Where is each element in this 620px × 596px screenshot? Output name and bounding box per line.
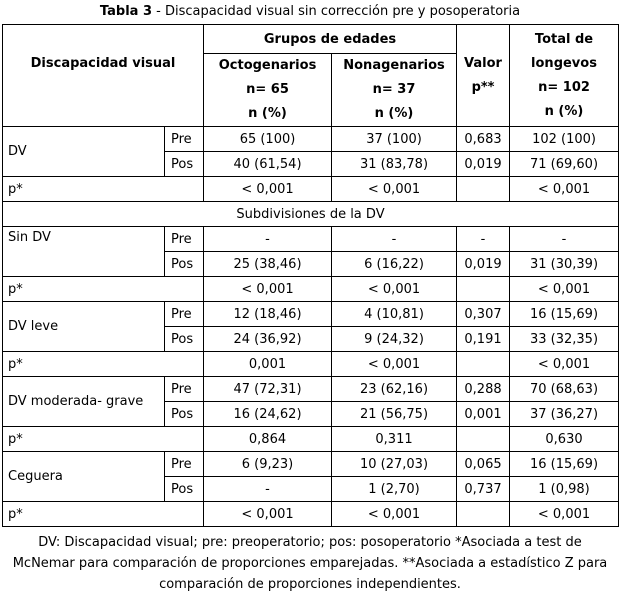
table-body	[3, 127, 619, 527]
disability-table	[2, 24, 619, 527]
p-value-cell: 0,737	[457, 477, 510, 502]
subdivision-row	[3, 202, 619, 227]
octogenarians-value-cell: 65 (100)	[204, 127, 332, 152]
p-value-cell: -	[457, 227, 510, 252]
p-row	[3, 352, 619, 377]
nonagenarians-value-cell: 31 (83,78)	[332, 152, 457, 177]
footnote-line2: McNemar para comparación de proporciones emparejadas. **Asociada a estadístico Z para	[12, 556, 608, 571]
total-value-cell: 31 (30,39)	[510, 252, 619, 277]
header-total-line4: n (%)	[544, 103, 584, 119]
phase-cell: Pos	[165, 152, 204, 177]
octogenarians-value-cell: < 0,001	[204, 502, 332, 527]
row-label: DV leve	[3, 302, 165, 352]
p-value-cell	[457, 352, 510, 377]
header-nonagenarians-npct: n (%)	[374, 106, 414, 121]
p-value-cell: 0,001	[457, 402, 510, 427]
phase-cell: Pre	[165, 452, 204, 477]
total-value-cell: < 0,001	[510, 502, 619, 527]
table-title	[2, 1, 618, 24]
total-value-cell: 37 (36,27)	[510, 402, 619, 427]
total-value-cell: 71 (69,60)	[510, 152, 619, 177]
nonagenarians-value-cell: < 0,001	[332, 502, 457, 527]
phase-cell: Pre	[165, 127, 204, 152]
nonagenarians-value-cell: 21 (56,75)	[332, 402, 457, 427]
p-row-label: p*	[3, 502, 204, 527]
nonagenarians-value-cell: -	[332, 227, 457, 252]
total-value-cell: 16 (15,69)	[510, 302, 619, 327]
octogenarians-value-cell: 24 (36,92)	[204, 327, 332, 352]
nonagenarians-value-cell: 37 (100)	[332, 127, 457, 152]
nonagenarians-value-cell: < 0,001	[332, 177, 457, 202]
total-value-cell: 70 (68,63)	[510, 377, 619, 402]
row-label: DV moderada- grave	[3, 377, 165, 427]
table-row	[3, 227, 619, 252]
header-row-1	[3, 25, 619, 54]
nonagenarians-value-cell: 0,311	[332, 427, 457, 452]
header-nonagenarians-n: n= 37	[372, 82, 416, 97]
p-row-label: p*	[3, 277, 204, 302]
octogenarians-value-cell: 40 (61,54)	[204, 152, 332, 177]
phase-cell: Pre	[165, 302, 204, 327]
octogenarians-value-cell: 25 (38,46)	[204, 252, 332, 277]
footnote-line1: DV: Discapacidad visual; pre: preoperatorio; pos: posoperatorio *Asociada a test de	[38, 535, 582, 550]
header-p-value	[457, 25, 510, 127]
nonagenarians-value-cell: 6 (16,22)	[332, 252, 457, 277]
nonagenarians-value-cell: < 0,001	[332, 277, 457, 302]
table-row	[3, 377, 619, 402]
nonagenarians-value-cell: 1 (2,70)	[332, 477, 457, 502]
p-row-label: p*	[3, 427, 204, 452]
total-value-cell: < 0,001	[510, 177, 619, 202]
p-value-cell	[457, 502, 510, 527]
p-value-cell	[457, 427, 510, 452]
phase-cell: Pre	[165, 377, 204, 402]
p-value-cell: 0,019	[457, 252, 510, 277]
p-value-cell	[457, 177, 510, 202]
table-title-number: Tabla 3	[99, 4, 152, 19]
octogenarians-value-cell: < 0,001	[204, 277, 332, 302]
total-value-cell: 33 (32,35)	[510, 327, 619, 352]
p-value-cell: 0,307	[457, 302, 510, 327]
footnote-line3: comparación de proporciones independientes.	[159, 577, 461, 592]
p-value-cell: 0,288	[457, 377, 510, 402]
p-row-label: p*	[3, 352, 204, 377]
octogenarians-value-cell: -	[204, 227, 332, 252]
nonagenarians-value-cell: 4 (10,81)	[332, 302, 457, 327]
total-value-cell: 0,630	[510, 427, 619, 452]
header-age-groups: Grupos de edades	[204, 25, 457, 54]
p-row-label: p*	[3, 177, 204, 202]
table-row	[3, 127, 619, 152]
header-total-line2: longevos	[531, 55, 597, 71]
header-octogenarians-name: Octogenarios	[218, 58, 317, 73]
header-octogenarians-npct: n (%)	[248, 106, 287, 121]
p-value-cell: 0,191	[457, 327, 510, 352]
subdivision-label: Subdivisiones de la DV	[3, 202, 619, 227]
nonagenarians-value-cell: < 0,001	[332, 352, 457, 377]
header-nonagenarians-name: Nonagenarios	[343, 58, 445, 73]
octogenarians-value-cell: 47 (72,31)	[204, 377, 332, 402]
header-total-line3: n= 102	[538, 79, 590, 95]
row-label: Sin DV	[3, 227, 165, 277]
nonagenarians-value-cell: 23 (62,16)	[332, 377, 457, 402]
table-title-text: - Discapacidad visual sin corrección pre y posoperatoria	[152, 4, 521, 19]
header-p-value-line1: Valor	[464, 55, 502, 71]
phase-cell: Pos	[165, 327, 204, 352]
p-value-cell: 0,065	[457, 452, 510, 477]
header-octogenarians-n: n= 65	[246, 82, 289, 97]
phase-cell: Pos	[165, 477, 204, 502]
table-row	[3, 302, 619, 327]
total-value-cell: 102 (100)	[510, 127, 619, 152]
row-label: Ceguera	[3, 452, 165, 502]
octogenarians-value-cell: 12 (18,46)	[204, 302, 332, 327]
table-footnote	[2, 532, 618, 595]
header-total-line1: Total de	[534, 31, 594, 47]
p-value-cell	[457, 277, 510, 302]
p-row	[3, 502, 619, 527]
octogenarians-value-cell: 0,001	[204, 352, 332, 377]
total-value-cell: 16 (15,69)	[510, 452, 619, 477]
header-nonagenarians	[332, 54, 457, 127]
row-label: DV	[3, 127, 165, 177]
total-value-cell: 1 (0,98)	[510, 477, 619, 502]
table-row	[3, 452, 619, 477]
octogenarians-value-cell: < 0,001	[204, 177, 332, 202]
octogenarians-value-cell: 0,864	[204, 427, 332, 452]
octogenarians-value-cell: 16 (24,62)	[204, 402, 332, 427]
p-row	[3, 177, 619, 202]
header-octogenarians	[204, 54, 332, 127]
p-row	[3, 277, 619, 302]
nonagenarians-value-cell: 9 (24,32)	[332, 327, 457, 352]
phase-cell: Pos	[165, 402, 204, 427]
octogenarians-value-cell: 6 (9,23)	[204, 452, 332, 477]
phase-cell: Pos	[165, 252, 204, 277]
total-value-cell: -	[510, 227, 619, 252]
p-value-cell: 0,683	[457, 127, 510, 152]
nonagenarians-value-cell: 10 (27,03)	[332, 452, 457, 477]
header-disability: Discapacidad visual	[3, 25, 204, 127]
header-total	[510, 25, 619, 127]
header-p-value-line2: p**	[471, 79, 495, 95]
p-value-cell: 0,019	[457, 152, 510, 177]
total-value-cell: < 0,001	[510, 277, 619, 302]
octogenarians-value-cell: -	[204, 477, 332, 502]
p-row	[3, 427, 619, 452]
total-value-cell: < 0,001	[510, 352, 619, 377]
table-header	[3, 25, 619, 127]
phase-cell: Pre	[165, 227, 204, 252]
